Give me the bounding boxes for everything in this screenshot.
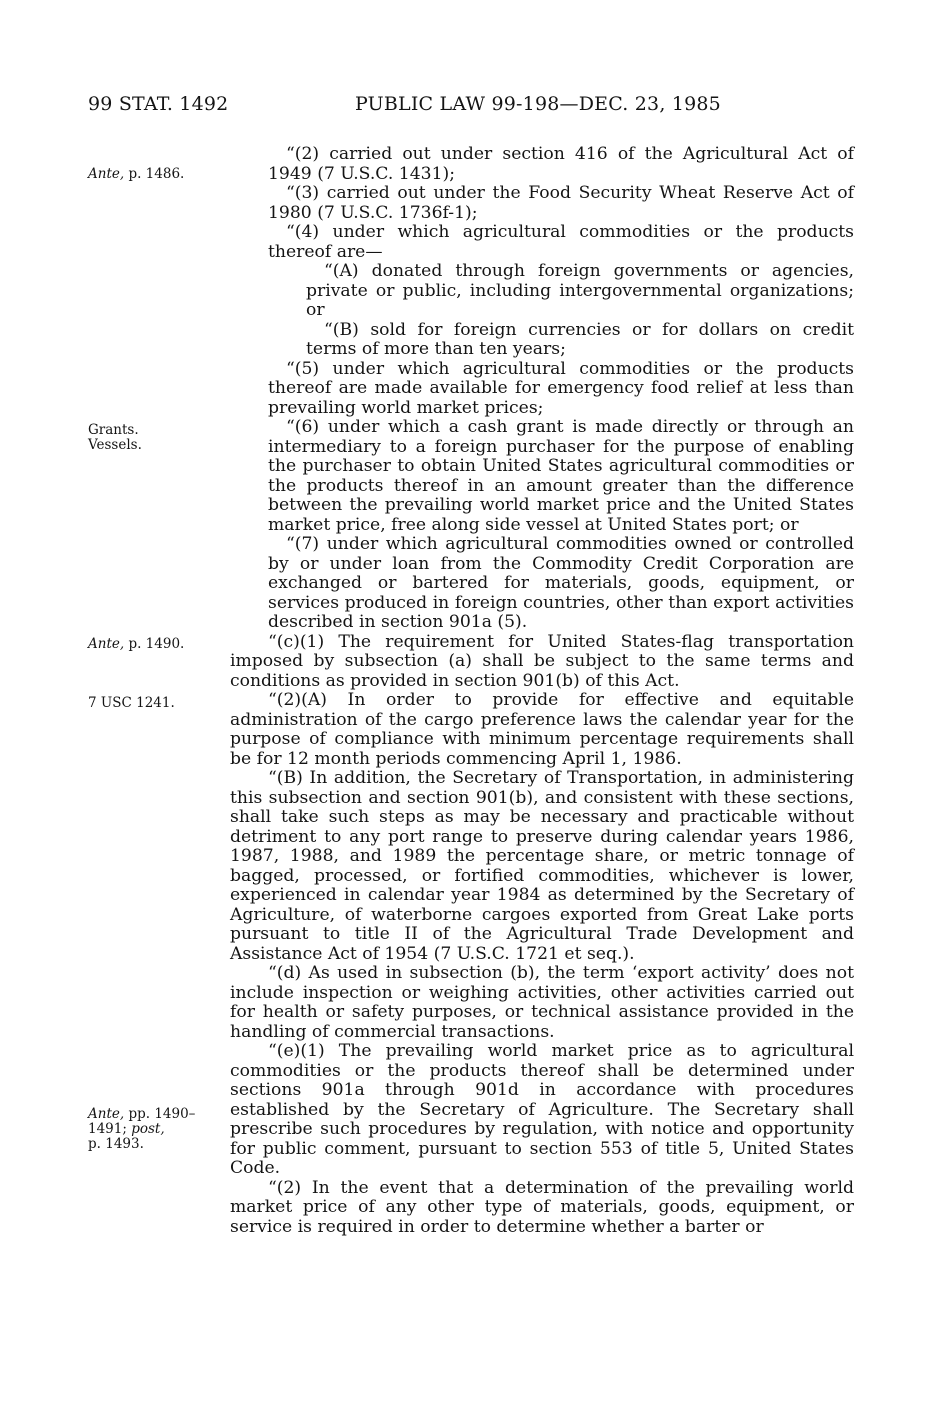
margin-note-vessels: Vessels. [88,437,142,453]
running-title: PUBLIC LAW 99-198—DEC. 23, 1985 [355,93,721,115]
paragraph-3: “(3) carried out under the Food Security Wheat Reserve Act of 1980 (7 U.S.C. 1736f-1); [268,183,854,223]
paragraph-c2b: “(B) In addition, the Secretary of Transportation, in administering this subsection and section 901(b), and consistent with these sections, shall take such steps as may be necessary and practicable without detriment to any port range to preserve during calendar years 1986, 1987, 1988, and 1989 the percentage share, or metric tonnage of bagged, processed, or fortified commodities, whichever is lower, experienced in calendar year 1984 as determined by the Secretary of Agriculture, of waterborne cargoes exported from Great Lake ports pursuant to title II of the Agricultural Trade Development and Assistance Act of 1954 (7 U.S.C. 1721 et seq.). [230,768,854,964]
statute-page-number: 99 STAT. 1492 [88,93,229,115]
statute-body-text [230,145,854,1237]
paragraph-6: “(6) under which a cash grant is made directly or through an intermediary to a foreign purchaser for the purpose of enabling the purchaser to obtain United States agricultural commodities or the products thereof in an amount greater than the difference between the prevailing world market price and the United States market price, free along side vessel at United States port; or [268,417,854,535]
margin-note-grants: Grants. [88,422,139,438]
margin-note-ante-post: Ante, pp. 1490– 1491; post, p. 1493. [88,1106,196,1152]
paragraph-7: “(7) under which agricultural commodities owned or controlled by or under loan from the Commodity Credit Corporation are exchanged or bartered for materials, goods, equipment, or services produced in foreign countries, other than export activities described in section 901a (5). [268,534,854,632]
paragraph-4a: “(A) donated through foreign governments or agencies, private or public, including intergovernmental organizations; or [306,261,854,320]
paragraph-2: “(2) carried out under section 416 of the Agricultural Act of 1949 (7 U.S.C. 1431); [268,144,854,184]
margin-note-ante-1490: Ante, p. 1490. [88,636,185,652]
paragraph-4b: “(B) sold for foreign currencies or for dollars on credit terms of more than ten years; [306,319,854,359]
paragraph-e1: “(e)(1) The prevailing world market price as to agricultural commodities or the products thereof shall be determined under sections 901a through 901d in accordance with procedures established by the Secretary of Agriculture. The Secretary shall prescribe such procedures by regulation, with notice and opportunity for public comment, pursuant to section 553 of title 5, United States Code. [230,1041,854,1178]
paragraph-d: “(d) As used in subsection (b), the term ‘export activity’ does not include inspection or weighing activities, other activities carried out for health or safety purposes, or technical assistance provided in the handling of commercial transactions. [230,963,854,1042]
paragraph-e2: “(2) In the event that a determination of the prevailing world market price of any other type of materials, goods, equipment, or service is required in order to determine whether a barter or [230,1177,854,1237]
paragraph-c1: “(c)(1) The requirement for United States-flag transportation imposed by subsection (a) shall be subject to the same terms and conditions as provided in section 901(b) of this Act. [230,631,854,691]
paragraph-5: “(5) under which agricultural commodities or the products thereof are made available for emergency food relief at less than prevailing world market prices; [268,358,854,418]
margin-note-ante-1486: Ante, p. 1486. [88,166,185,182]
paragraph-c2a: “(2)(A) In order to provide for effective and equitable administration of the cargo preference laws the calendar year for the purpose of compliance with minimum percentage requirements shall be for 12 month periods commencing April 1, 1986. [230,690,854,769]
margin-note-7-usc-1241: 7 USC 1241. [88,695,175,711]
paragraph-4: “(4) under which agricultural commodities or the products thereof are— [268,222,854,262]
